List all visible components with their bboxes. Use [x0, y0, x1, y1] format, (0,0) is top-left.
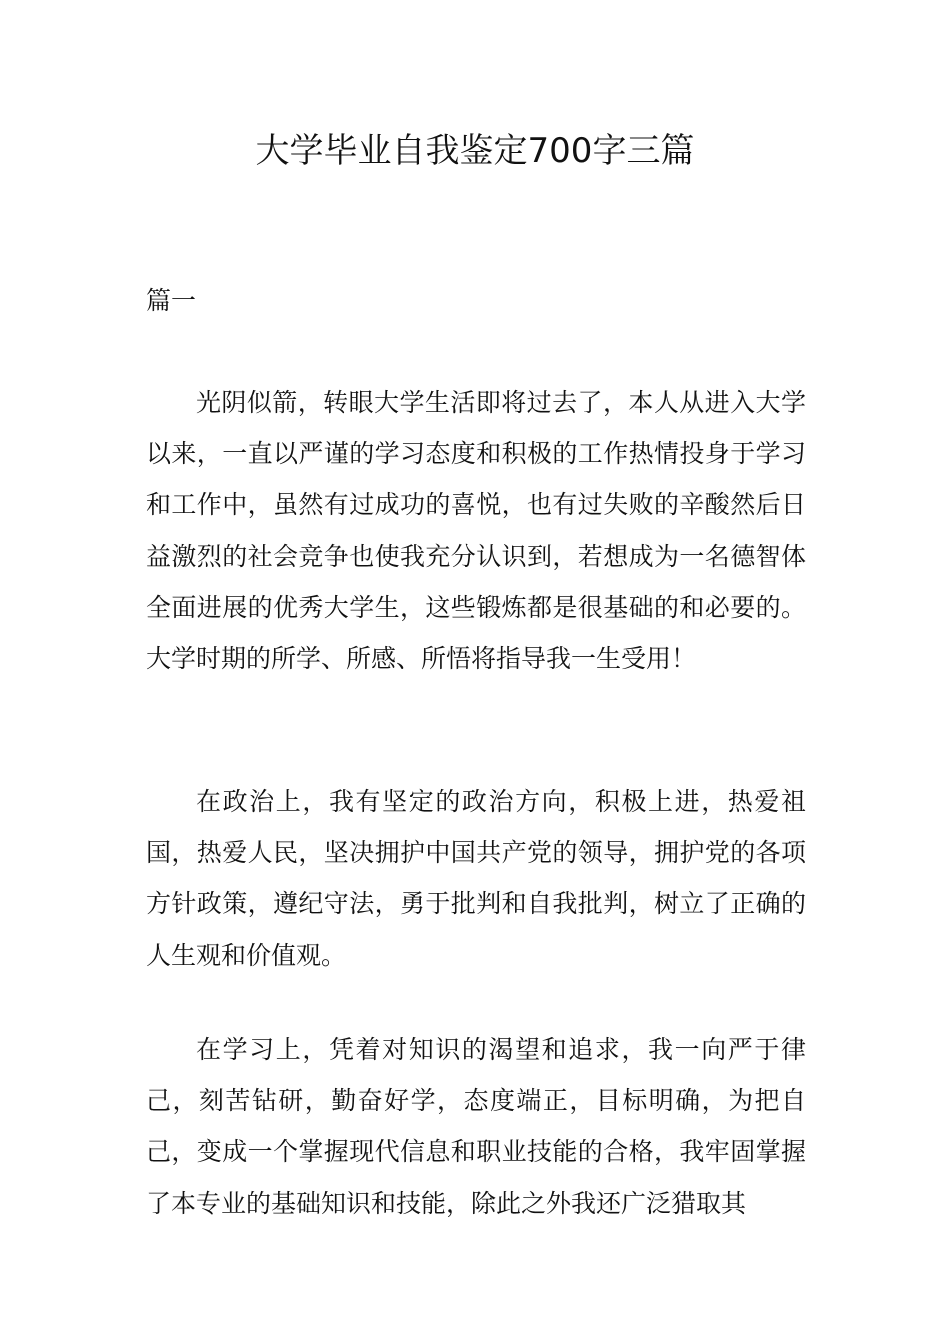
section-label: 篇一	[146, 286, 197, 315]
paragraph-2: 在政治上，我有坚定的政治方向，积极上进，热爱祖国，热爱人民，坚决拥护中国共产党的领导，拥护党的各项方针政策，遵纪守法，勇于批判和自我批判，树立了正确的人生观和价值观。	[146, 787, 806, 970]
paragraph-1: 光阴似箭，转眼大学生活即将过去了，本人从进入大学以来，一直以严谨的学习态度和积极的工作热情投身于学习和工作中，虽然有过成功的喜悦，也有过失败的辛酸然后日益激烈的社会竞争也使我充分认识到，若想成为一名德智体全面进展的优秀大学生，这些锻炼都是很基础的和必要的。大学时期的所学、所感、所悟将指导我一生受用！	[146, 388, 806, 674]
document-title: 大学毕业自我鉴定700字三篇	[255, 131, 695, 171]
paragraph-3: 在学习上，凭着对知识的渴望和追求，我一向严于律己，刻苦钻研，勤奋好学，态度端正，目标明确，为把自己，变成一个掌握现代信息和职业技能的合格，我牢固掌握了本专业的基础知识和技能，除此之外我还广泛猎取其	[146, 1035, 806, 1218]
